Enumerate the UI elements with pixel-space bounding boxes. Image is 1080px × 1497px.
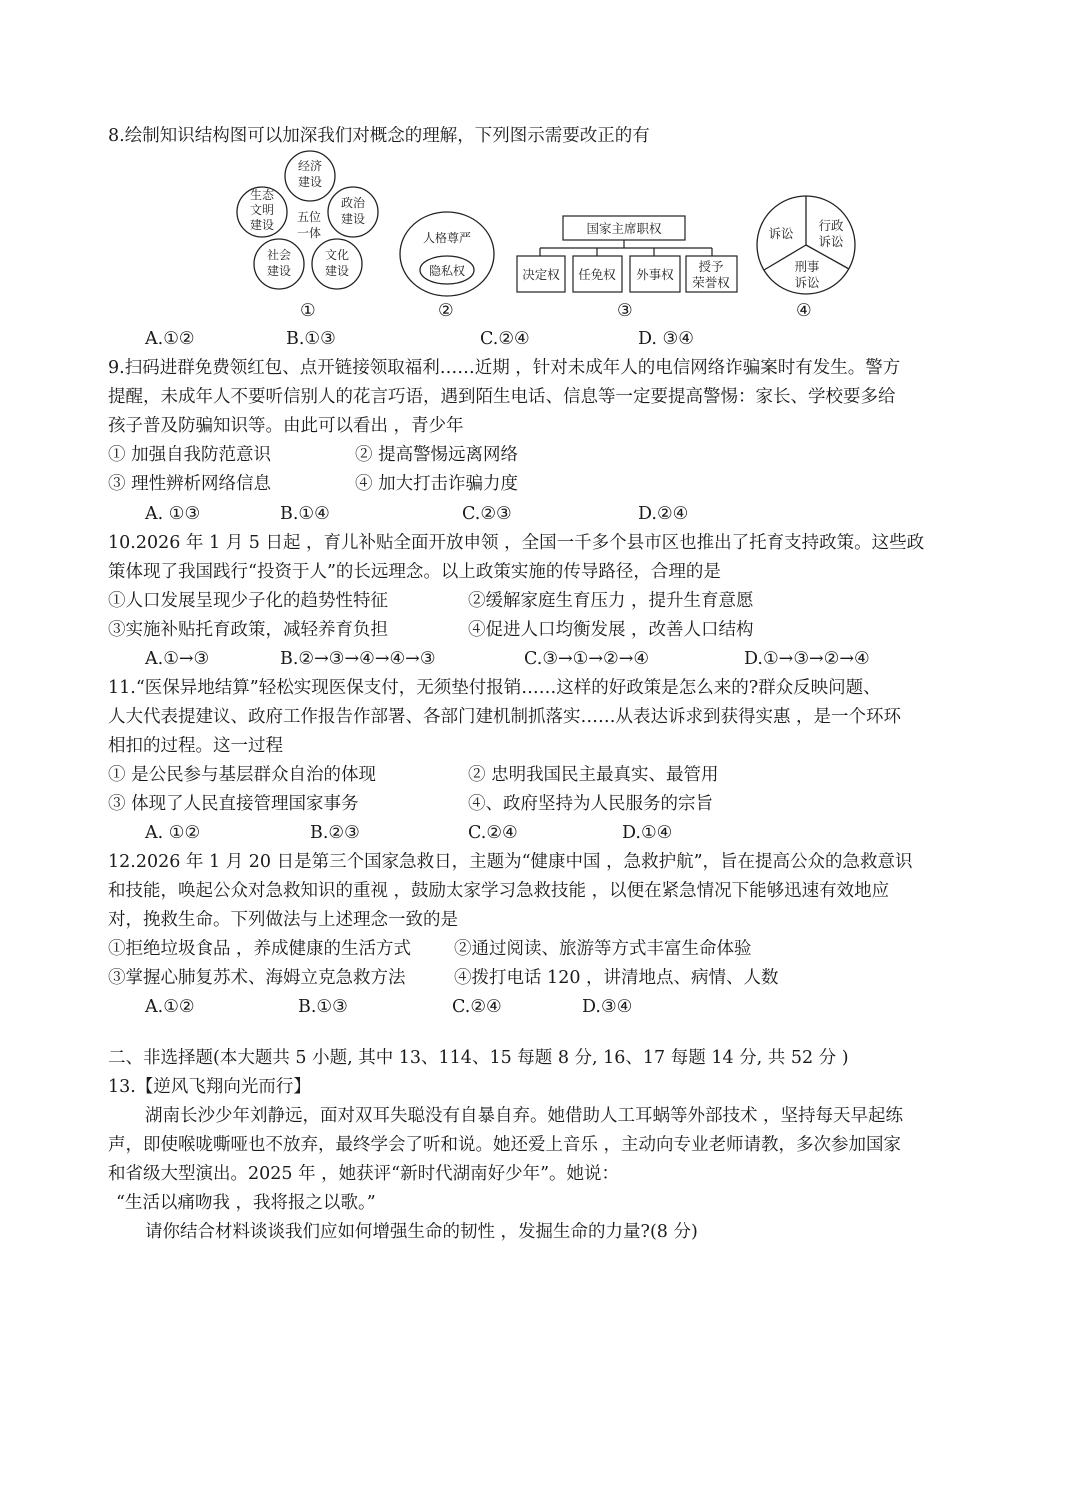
circle-text: 文化 — [324, 248, 350, 262]
q9-option-b[interactable]: B.①④ — [280, 504, 330, 524]
diagram-dignity-privacy — [398, 208, 498, 302]
outer-label: 人格尊严 — [422, 231, 472, 245]
q11-item-1: ① 是公民参与基层群众自治的体现 — [108, 765, 377, 785]
q13-ask: 请你结合材料谈谈我们应如何增强生命的韧性 ，发掘生命的力量?(8 分) — [145, 1222, 698, 1242]
q11-option-c[interactable]: C.②④ — [468, 823, 518, 843]
power-box-label: 荣誉权 — [692, 275, 730, 290]
figure-number-2: ② — [438, 301, 454, 321]
circle-text: 生态 — [249, 188, 275, 202]
q8-option-d[interactable]: D. ③④ — [638, 329, 694, 349]
pie-label: 诉讼 — [794, 275, 820, 290]
q8-option-c[interactable]: C.②④ — [480, 329, 530, 349]
q13-line-3: 和省级大型演出。2025 年 ，她获评“新时代湖南好少年”。她说： — [108, 1164, 620, 1184]
q9-item-4: ④ 加大打击诈骗力度 — [355, 474, 519, 494]
q8-stem: 8.绘制知识结构图可以加深我们对概念的理解，下列图示需要改正的有 — [108, 126, 650, 146]
diagram-president-powers — [514, 214, 742, 300]
q9-option-d[interactable]: D.②④ — [638, 504, 689, 524]
top-box-label: 国家主席职权 — [586, 221, 662, 236]
q9-line-1: 9.扫码进群免费领红包、点开链接领取福利……近期 ，针对未成年人的电信网络诈骗案时有发生。警方 — [108, 358, 901, 378]
figure-number-1: ① — [300, 301, 316, 321]
q10-option-c[interactable]: C.③→①→②→④ — [524, 649, 650, 669]
q12-line-3: 对，挽救生命。下列做法与上述理念一致的是 — [108, 910, 458, 930]
circle-text: 建设 — [266, 264, 292, 278]
q10-option-a[interactable]: A.①→③ — [145, 649, 210, 669]
circle-text: 建设 — [324, 264, 350, 278]
power-box-label: 任免权 — [578, 267, 616, 282]
q12-item-2: ②通过阅读、旅游等方式丰富生命体验 — [454, 939, 752, 959]
circle-text: 社会 — [266, 248, 292, 262]
circle-text: 建设 — [340, 212, 366, 226]
circle-text: 政治 — [340, 196, 366, 210]
section-heading: 二、非选择题(本大题共 5 小题, 其中 13、114、15 每题 8 分, 16、17 每题 14 分, 共 52 分 ) — [108, 1048, 849, 1068]
diagram-litigation-pie — [754, 193, 858, 301]
q10-item-4: ④促进人口均衡发展 ，改善人口结构 — [468, 620, 754, 640]
q11-item-4: ④、政府坚持为人民服务的宗旨 — [468, 794, 713, 814]
power-box-label: 外事权 — [636, 267, 674, 282]
power-box-label: 决定权 — [522, 267, 560, 282]
q10-item-1: ①人口发展呈现少子化的趋势性特征 — [108, 591, 388, 611]
pie-label: 行政 — [818, 218, 844, 233]
q10-line-1: 10.2026 年 1 月 5 日起 ，育儿补贴全面开放申领 ，全国一千多个县市区也推出了托育支持政策。这些政 — [108, 533, 925, 553]
q10-option-d[interactable]: D.①→③→②→④ — [744, 649, 870, 669]
q12-item-1: ①拒绝垃圾食品 ，养成健康的生活方式 — [108, 939, 412, 959]
center-text: 一体 — [296, 226, 322, 240]
q11-option-b[interactable]: B.②③ — [310, 823, 360, 843]
q11-option-d[interactable]: D.①④ — [622, 823, 673, 843]
center-text: 五位 — [296, 210, 322, 224]
q10-item-3: ③实施补贴托育政策，减轻养育负担 — [108, 620, 388, 640]
q10-item-2: ②缓解家庭生育压力 ，提升生育意愿 — [468, 591, 754, 611]
q9-line-3: 孩子普及防骗知识等。由此可以看出 ，青少年 — [108, 416, 464, 436]
q12-option-a[interactable]: A.①② — [145, 997, 195, 1017]
pie-label: 诉讼 — [818, 234, 844, 249]
q12-item-3: ③掌握心肺复苏术、海姆立克急救方法 — [108, 968, 406, 988]
q12-line-1: 12.2026 年 1 月 20 日是第三个国家急救日，主题为“健康中国 ，急救护航”，旨在提高公众的急救意识 — [108, 852, 913, 872]
q12-line-2: 和技能，唤起公众对急救知识的重视 ，鼓励太家学习急救技能 ，以便在紧急情况下能够迅速有效地应 — [108, 881, 890, 901]
q8-option-a[interactable]: A.①② — [145, 329, 195, 349]
q10-option-b[interactable]: B.②→③→④→④→③ — [280, 649, 436, 669]
power-box-label: 授予 — [698, 259, 724, 274]
q12-item-4: ④拨打电话 120 ，讲清地点、病情、人数 — [454, 968, 779, 988]
q12-option-d[interactable]: D.③④ — [582, 997, 633, 1017]
q13-line-2: 声，即使喉咙嘶哑也不放弃，最终学会了听和说。她还爱上音乐 ，主动向专业老师请教，多次参加国家 — [108, 1135, 902, 1155]
circle-text: 文明 — [249, 203, 275, 217]
q9-item-2: ② 提高警惕远离网络 — [355, 445, 519, 465]
q11-option-a[interactable]: A. ①② — [145, 823, 201, 843]
diagram-five-in-one — [232, 150, 382, 294]
q13-quote: “生活以痛吻我 ，我将报之以歌。” — [116, 1193, 376, 1213]
q10-line-2: 策体现了我国践行“投资于人”的长远理念。以上政策实施的传导路径，合理的是 — [108, 562, 721, 582]
q9-line-2: 提醒，未成年人不要听信别人的花言巧语，遇到陌生电话、信息等一定要提高警惕：家长、学校要多给 — [108, 387, 896, 407]
q11-line-1: 11.“医保异地结算”轻松实现医保支付，无须垫付报销……这样的好政策是怎么来的?群众反映问题、 — [108, 678, 881, 698]
q9-item-3: ③ 理性辨析网络信息 — [108, 474, 272, 494]
q9-option-a[interactable]: A. ①③ — [145, 504, 201, 524]
q11-item-3: ③ 体现了人民直接管理国家事务 — [108, 794, 359, 814]
pie-label: 诉讼 — [768, 226, 794, 241]
q11-line-2: 人大代表提建议、政府工作报告作部署、各部门建机制抓落实……从表达诉求到获得实惠 ，是一个环环 — [108, 707, 902, 727]
q13-line-1: 湖南长沙少年刘静远，面对双耳失聪没有自暴自弃。她借助人工耳蜗等外部技术 ，坚持每天早起练 — [145, 1106, 904, 1126]
figure-number-4: ④ — [796, 301, 812, 321]
q11-item-2: ② 忠明我国民主最真实、最管用 — [468, 765, 719, 785]
q13-title: 13.【逆风飞翔向光而行】 — [108, 1077, 311, 1097]
circle-text: 经济 — [297, 159, 323, 173]
q9-item-1: ① 加强自我防范意识 — [108, 445, 272, 465]
inner-label: 隐私权 — [428, 264, 466, 278]
circle-text: 建设 — [249, 218, 275, 232]
circle-text: 建设 — [297, 175, 323, 189]
q8-option-b[interactable]: B.①③ — [286, 329, 336, 349]
q12-option-b[interactable]: B.①③ — [298, 997, 348, 1017]
q9-option-c[interactable]: C.②③ — [462, 504, 512, 524]
figure-number-3: ③ — [617, 301, 633, 321]
q12-option-c[interactable]: C.②④ — [452, 997, 502, 1017]
pie-label: 刑事 — [794, 259, 820, 274]
q11-line-3: 相扣的过程。这一过程 — [108, 736, 283, 756]
